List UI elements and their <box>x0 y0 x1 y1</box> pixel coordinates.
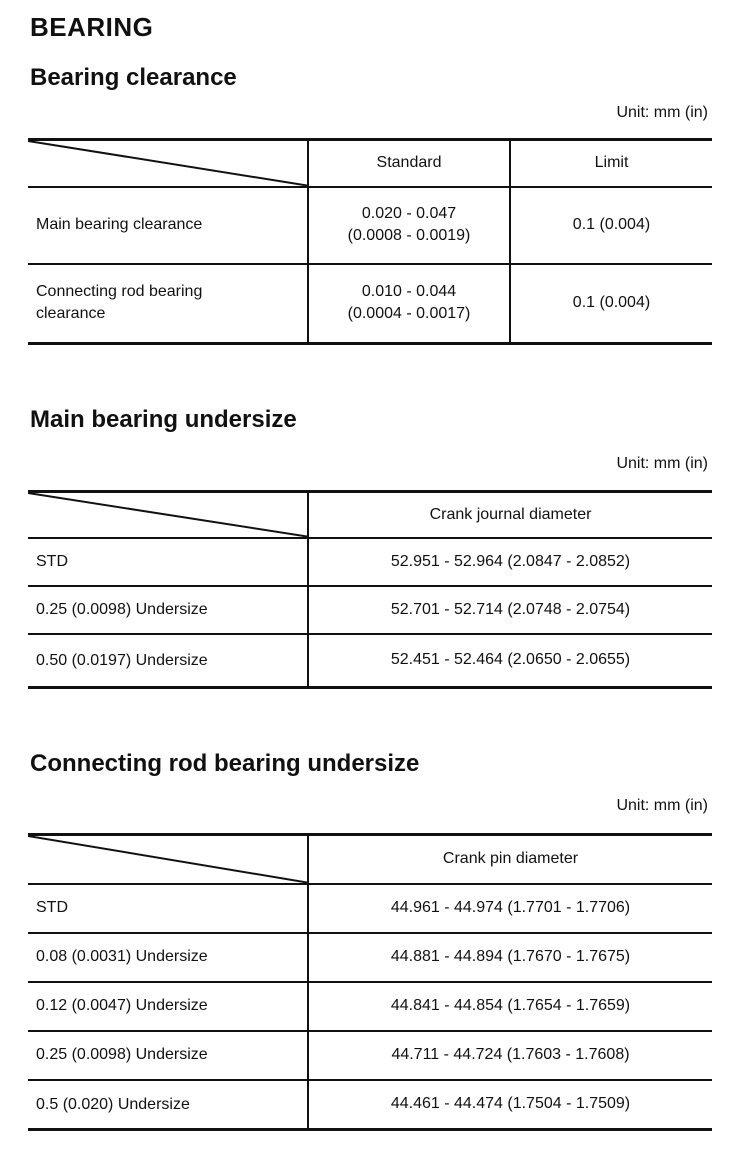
standard-mm: 0.010 - 0.044 <box>361 282 457 300</box>
row-value: 44.881 - 44.894 (1.7670 - 1.7675) <box>308 933 712 982</box>
standard-value <box>308 264 510 344</box>
connecting-rod-bearing-undersize-heading: Connecting rod bearing undersize <box>30 750 420 777</box>
page-title: BEARING <box>30 12 154 42</box>
row-label: STD <box>28 884 308 933</box>
bearing-clearance-heading: Bearing clearance <box>30 64 237 91</box>
table-row <box>28 933 712 982</box>
row-value: 44.961 - 44.974 (1.7701 - 1.7706) <box>308 884 712 933</box>
main-bearing-undersize-unit: Unit: mm (in) <box>616 455 708 472</box>
row-value: 44.841 - 44.854 (1.7654 - 1.7659) <box>308 982 712 1031</box>
bearing-clearance-unit: Unit: mm (in) <box>616 104 708 121</box>
row-label: Main bearing clearance <box>28 187 308 264</box>
row-value: 52.451 - 52.464 (2.0650 - 2.0655) <box>308 634 712 688</box>
standard-value <box>308 187 510 264</box>
row-label-line2: clearance <box>36 305 106 323</box>
row-label: 0.50 (0.0197) Undersize <box>28 634 308 688</box>
table-row <box>28 187 712 264</box>
row-value: 44.711 - 44.724 (1.7603 - 1.7608) <box>308 1031 712 1080</box>
row-label: STD <box>28 538 308 586</box>
table-row <box>28 634 712 688</box>
table-row <box>28 1080 712 1130</box>
bearing-clearance-table <box>28 138 712 345</box>
row-label: 0.25 (0.0098) Undersize <box>28 1031 308 1080</box>
column-header-crank-journal-diameter: Crank journal diameter <box>308 492 712 538</box>
table-corner-diagonal <box>28 140 308 187</box>
row-label: 0.5 (0.020) Undersize <box>28 1080 308 1130</box>
table-row <box>28 1031 712 1080</box>
main-bearing-undersize-table <box>28 490 712 689</box>
connecting-rod-bearing-undersize-unit: Unit: mm (in) <box>616 797 708 814</box>
standard-mm: 0.020 - 0.047 <box>361 204 457 222</box>
column-header-crank-pin-diameter: Crank pin diameter <box>308 835 712 884</box>
row-label-line1: Connecting rod bearing <box>36 282 203 300</box>
connecting-rod-bearing-undersize-table <box>28 833 712 1131</box>
table-row <box>28 264 712 344</box>
row-label: 0.12 (0.0047) Undersize <box>28 982 308 1031</box>
row-label: 0.25 (0.0098) Undersize <box>28 586 308 634</box>
table-corner-diagonal <box>28 492 308 538</box>
row-value: 44.461 - 44.474 (1.7504 - 1.7509) <box>308 1080 712 1130</box>
standard-in: (0.0008 - 0.0019) <box>347 227 471 244</box>
table-corner-diagonal <box>28 835 308 884</box>
column-header-standard: Standard <box>308 140 510 187</box>
column-header-limit: Limit <box>510 140 712 187</box>
limit-value: 0.1 (0.004) <box>510 264 712 344</box>
row-value: 52.951 - 52.964 (2.0847 - 2.0852) <box>308 538 712 586</box>
row-label <box>28 264 308 344</box>
table-row <box>28 586 712 634</box>
table-row <box>28 538 712 586</box>
row-value: 52.701 - 52.714 (2.0748 - 2.0754) <box>308 586 712 634</box>
table-row <box>28 982 712 1031</box>
row-label: 0.08 (0.0031) Undersize <box>28 933 308 982</box>
main-bearing-undersize-heading: Main bearing undersize <box>30 406 297 433</box>
table-row <box>28 884 712 933</box>
standard-in: (0.0004 - 0.0017) <box>347 305 471 323</box>
limit-value: 0.1 (0.004) <box>510 187 712 264</box>
